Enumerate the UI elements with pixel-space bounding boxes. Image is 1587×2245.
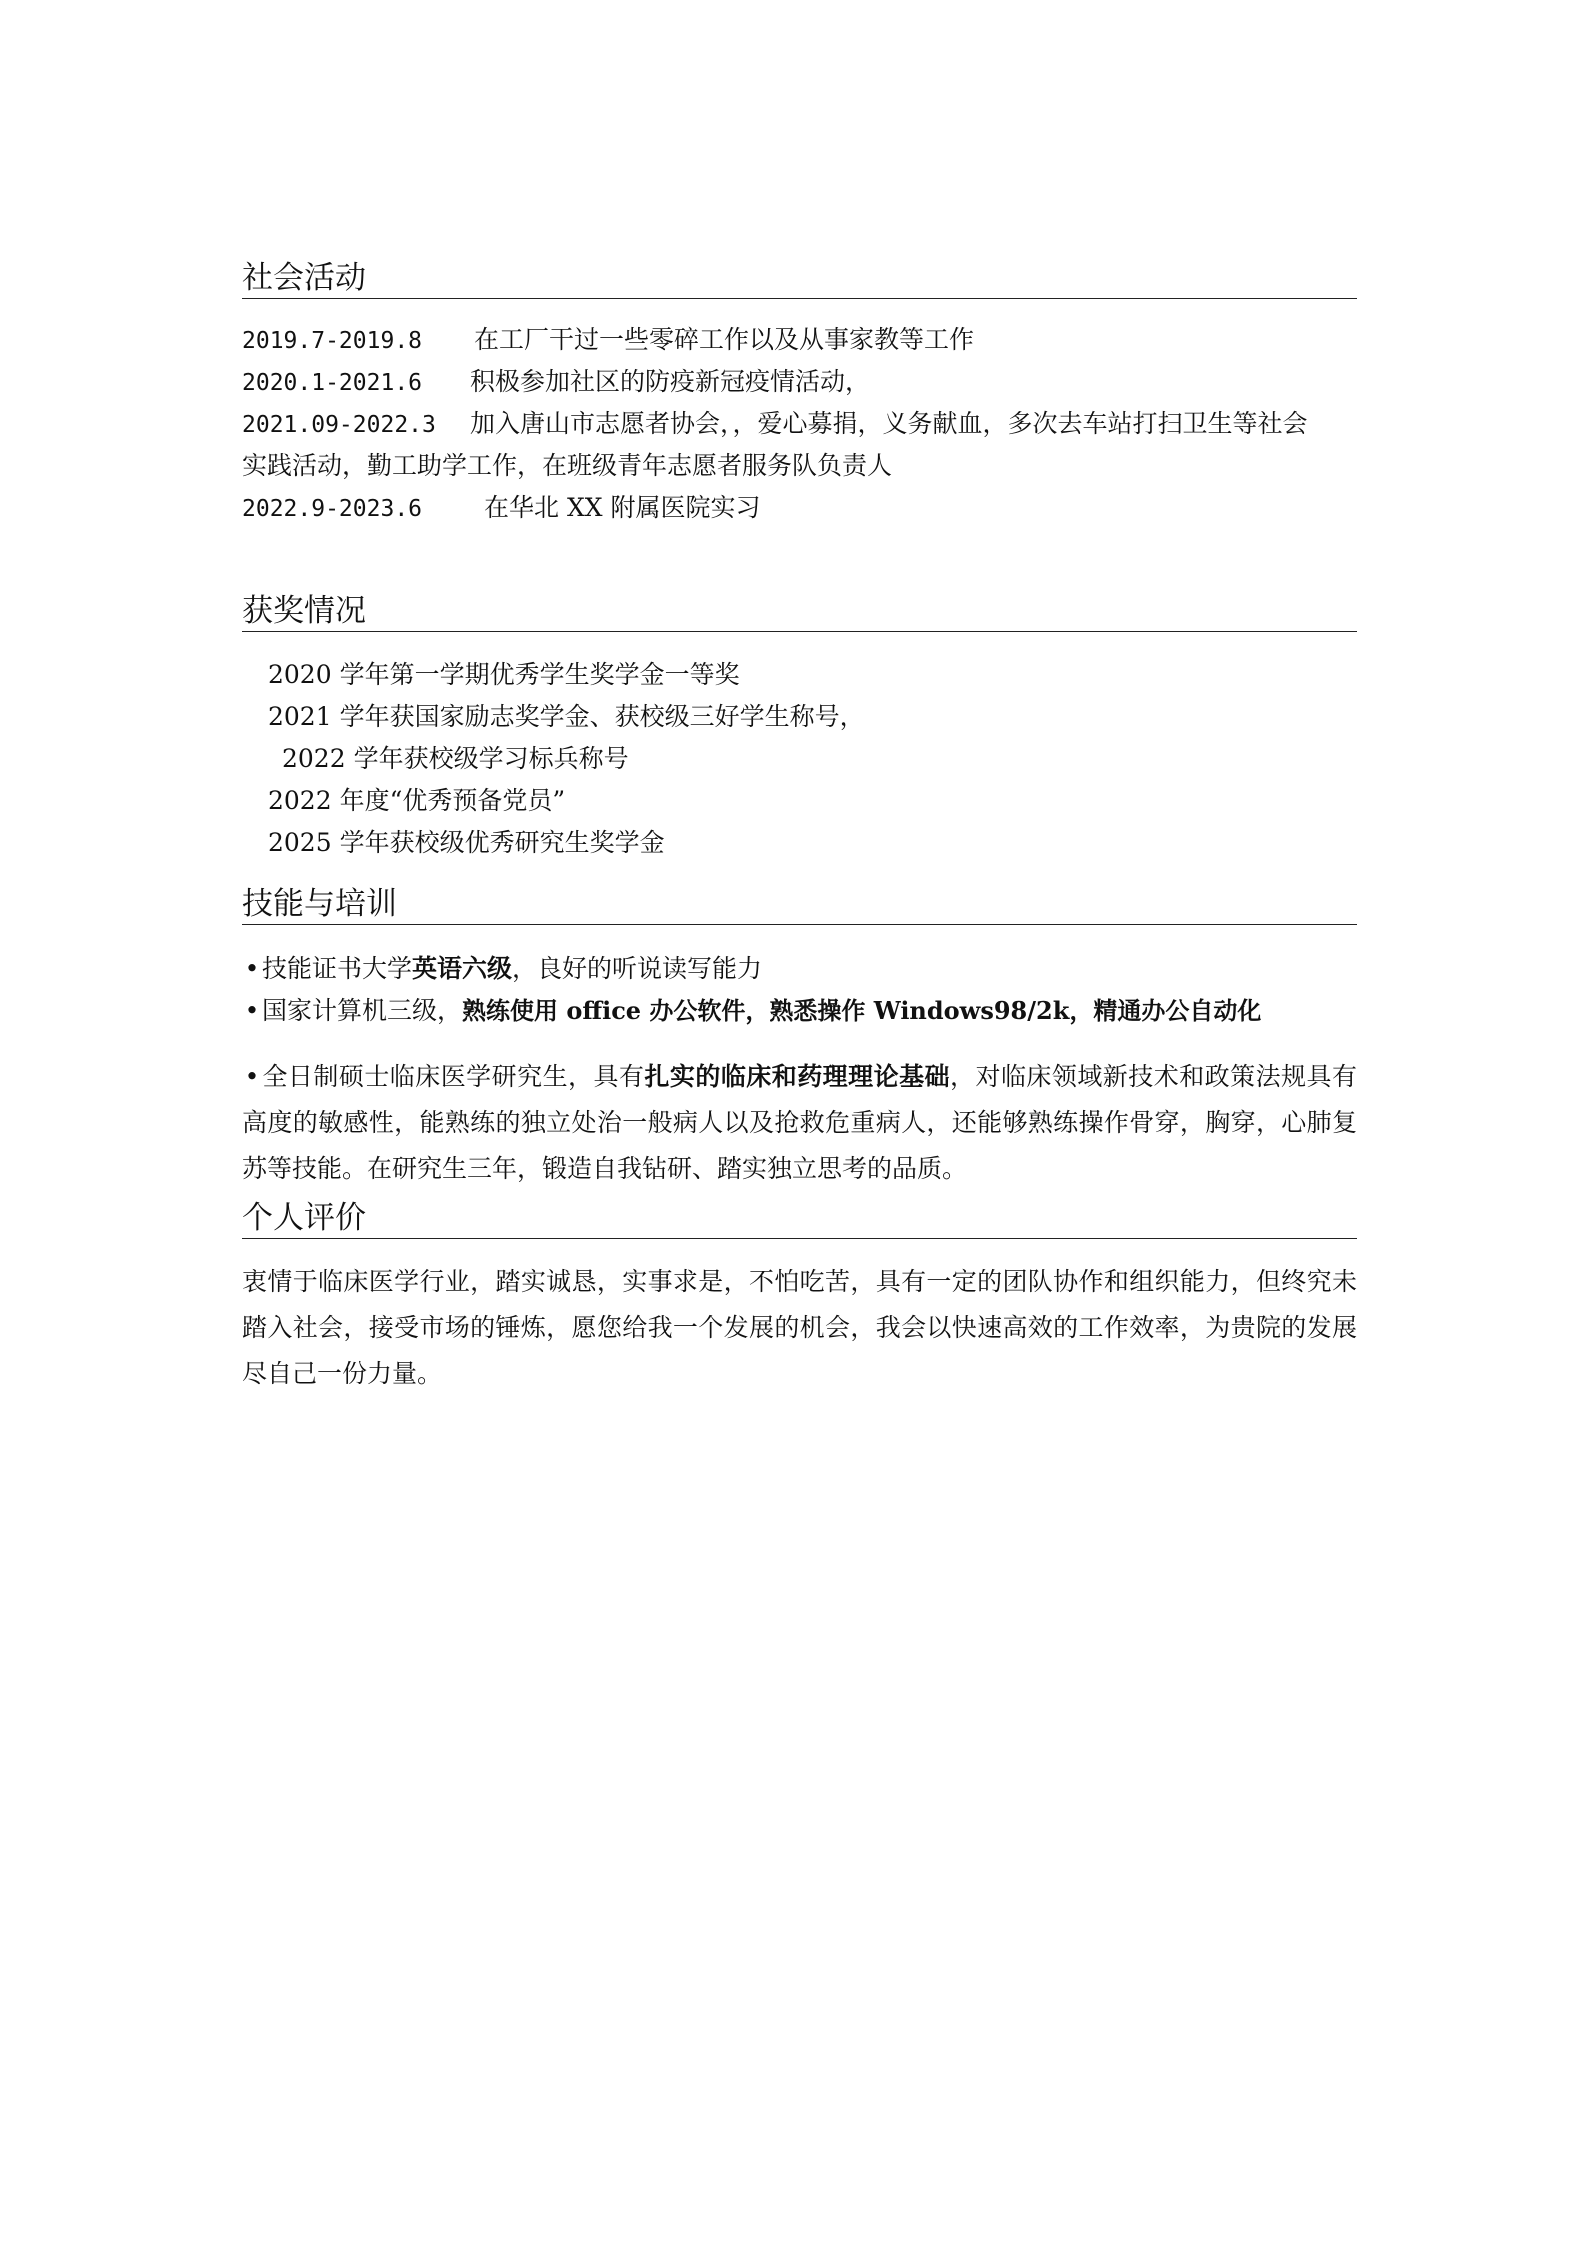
bullet-icon: • bbox=[244, 1062, 260, 1091]
social-row bbox=[242, 487, 1357, 530]
social-date: 2022.9-2023.6 bbox=[242, 496, 423, 522]
award-item: 2022 年度“优秀预备党员” bbox=[268, 786, 566, 815]
social-row bbox=[242, 403, 1357, 446]
section-title-evaluation: 个人评价 bbox=[242, 1198, 1357, 1239]
social-text: 加入唐山市志愿者协会，，爱心募捐，义务献血，多次去车站打扫卫生等社会 bbox=[470, 409, 1308, 438]
skill-item: • 技能证书大学英语六级，良好的听说读写能力 bbox=[242, 948, 1357, 990]
social-row bbox=[242, 445, 1357, 487]
social-date: 2021.09-2022.3 bbox=[242, 412, 436, 438]
section-title-awards: 获奖情况 bbox=[242, 591, 1357, 632]
social-row bbox=[242, 361, 1357, 404]
skill-item: • 国家计算机三级，熟练使用 office 办公软件，熟悉操作 Windows98/2k，精通办公自动化 bbox=[242, 990, 1357, 1032]
social-text: 在华北 XX 附属医院实习 bbox=[484, 493, 761, 522]
social-date: 2020.1-2021.6 bbox=[242, 370, 423, 396]
evaluation-text: 衷情于临床医学行业，踏实诚恳，实事求是，不怕吃苦，具有一定的团队协作和组织能力，但终究未踏入社会，接受市场的锤炼，愿您给我一个发展的机会，我会以快速高效的工作效率，为贵院的发展尽自己一份力量。 bbox=[242, 1267, 1357, 1388]
social-text: 在工厂干过一些零碎工作以及从事家教等工作 bbox=[474, 325, 975, 354]
section-title-skills: 技能与培训 bbox=[242, 884, 1357, 925]
skill-item: • 全日制硕士临床医学研究生，具有扎实的临床和药理理论基础，对临床领域新技术和政策法规具有高度的敏感性，能熟练的独立处治一般病人以及抢救危重病人，还能够熟练操作骨穿，胸穿，心肺复苏等技能。在研究生三年，锻造自我钻研、踏实独立思考的品质。 bbox=[242, 1054, 1357, 1192]
social-date: 2019.7-2019.8 bbox=[242, 328, 423, 354]
social-text: 积极参加社区的防疫新冠疫情活动， bbox=[470, 367, 871, 396]
award-item: 2021 学年获国家励志奖学金、获校级三好学生称号， bbox=[268, 702, 865, 731]
bullet-icon: • bbox=[244, 996, 260, 1025]
social-row bbox=[242, 319, 1357, 362]
bullet-icon: • bbox=[244, 954, 260, 983]
award-item: 2022 学年获校级学习标兵称号 bbox=[282, 744, 629, 773]
social-text: 实践活动，勤工助学工作，在班级青年志愿者服务队负责人 bbox=[242, 451, 893, 480]
section-title-social: 社会活动 bbox=[242, 258, 1357, 299]
award-item: 2025 学年获校级优秀研究生奖学金 bbox=[268, 828, 665, 857]
award-item: 2020 学年第一学期优秀学生奖学金一等奖 bbox=[268, 660, 740, 689]
